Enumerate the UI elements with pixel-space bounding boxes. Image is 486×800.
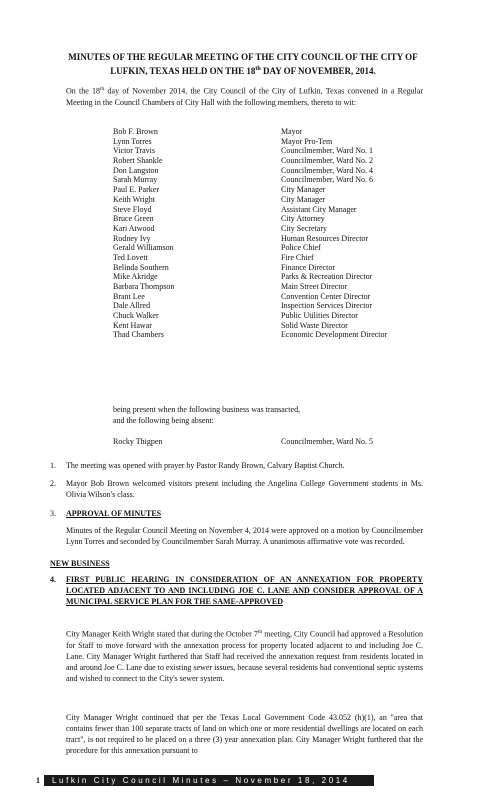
roster-row bbox=[113, 253, 413, 263]
page-number: 1 bbox=[36, 776, 40, 785]
roster-row bbox=[113, 292, 413, 302]
item-4-heading: FIRST PUBLIC HEARING IN CONSIDERATION OF AN ANNEXATION FOR PROPERTY LOCATED ADJACENT TO AND INCLUDING JOE C. LANE AND CONSIDER APPROVAL OF A MUNICIPAL SERVICE PLAN FOR THE SAME-APPROVED bbox=[66, 575, 423, 606]
document-title bbox=[40, 51, 446, 77]
absent-name: Rocky Thigpen bbox=[113, 437, 163, 446]
roster-name: Gerald Williamson bbox=[113, 243, 174, 253]
roster-name: Chuck Walker bbox=[113, 311, 159, 321]
roster-title: Councilmember, Ward No. 1 bbox=[281, 146, 373, 156]
item-3-heading: APPROVAL OF MINUTES bbox=[66, 509, 162, 518]
roster-row bbox=[113, 224, 413, 234]
item-2-number: 2. bbox=[50, 479, 56, 488]
roster-name: Sarah Murray bbox=[113, 175, 158, 185]
roster-row bbox=[113, 234, 413, 244]
roster-row bbox=[113, 166, 413, 176]
roster-title: City Attorney bbox=[281, 214, 325, 224]
roster-name: Bruce Green bbox=[113, 214, 154, 224]
item-3-number: 3. bbox=[50, 509, 56, 518]
roster-row bbox=[113, 127, 413, 137]
roster-row bbox=[113, 175, 413, 185]
item-1-text: The meeting was opened with prayer by Pastor Randy Brown, Calvary Baptist Church. bbox=[66, 461, 345, 470]
item-4-number: 4. bbox=[50, 575, 56, 584]
title-line-2-text: LUFKIN, TEXAS HELD ON THE 18 bbox=[110, 66, 256, 76]
roster-title: Public Utilities Director bbox=[281, 311, 358, 321]
title-line-2 bbox=[40, 63, 446, 77]
roster-title: City Manager bbox=[281, 185, 326, 195]
roster-row bbox=[113, 321, 413, 331]
roster-title: Councilmember, Ward No. 4 bbox=[281, 165, 373, 175]
roster-name: Keith Wright bbox=[113, 194, 155, 204]
title-line-2-tail: DAY OF NOVEMBER, 2014. bbox=[260, 66, 376, 76]
roster-row bbox=[113, 330, 413, 340]
absent-member bbox=[113, 437, 413, 446]
intro-tail: day of November 2014, the City Council of the City of Lufkin, Texas convened in a Regular Meeting in the Council Chambers of City Hall with the following members, thereto to wit: bbox=[66, 86, 423, 107]
roster-name: Kent Hawar bbox=[113, 320, 152, 330]
item-2 bbox=[50, 478, 423, 500]
roster-title: Parks & Recreation Director bbox=[281, 272, 373, 282]
roster-title: Councilmember, Ward No. 2 bbox=[281, 156, 373, 166]
roster-row bbox=[113, 185, 413, 195]
roster-row bbox=[113, 272, 413, 282]
roster-name: Belinda Southern bbox=[113, 262, 169, 272]
item-4-superscript: th bbox=[257, 629, 263, 635]
present-line-2: and the following being absent: bbox=[113, 416, 214, 425]
item-1 bbox=[50, 460, 423, 471]
present-line-1: being present when the following business was transacted, bbox=[113, 405, 301, 414]
roster-row bbox=[113, 282, 413, 292]
roster-row bbox=[113, 195, 413, 205]
roster-title: Police Chief bbox=[281, 243, 321, 253]
roster-name: Mike Akridge bbox=[113, 272, 158, 282]
item-3-text: Minutes of the Regular Council Meeting on November 4, 2014 were approved on a motion by Councilmember Lynn Torres and seconded by Councilmember Sarah Murray. A unanimous affirmative vote was recorded. bbox=[66, 526, 423, 546]
roster-row bbox=[113, 205, 413, 215]
roster-name: Steve Floyd bbox=[113, 204, 152, 214]
roster-row bbox=[113, 156, 413, 166]
roster-name: Dale Allred bbox=[113, 301, 151, 311]
absent-title: Councilmember, Ward No. 5 bbox=[281, 437, 373, 446]
item-4-paragraph-1 bbox=[66, 627, 423, 684]
roster-title: Main Street Director bbox=[281, 282, 348, 291]
roster-title: Human Resources Director bbox=[281, 233, 369, 243]
roster-title: Mayor Pro-Tem bbox=[281, 136, 333, 146]
roster-title: Solid Waste Director bbox=[281, 320, 348, 330]
roster-name: Lynn Torres bbox=[113, 136, 152, 146]
roster-name: Barbara Thompson bbox=[113, 282, 175, 291]
roster-row bbox=[113, 243, 413, 253]
item-4 bbox=[50, 574, 423, 607]
roster-row bbox=[113, 137, 413, 147]
intro-text: On the 18 bbox=[66, 86, 101, 96]
roster-name: Brant Lee bbox=[113, 291, 145, 301]
roster-title: Convention Center Director bbox=[281, 291, 371, 301]
intro-paragraph bbox=[66, 84, 423, 108]
roster-row bbox=[113, 301, 413, 311]
roster-title: Fire Chief bbox=[281, 252, 314, 262]
roster-name: Don Langston bbox=[113, 165, 159, 175]
item-4-paragraph-2: City Manager Wright continued that per the Texas Local Government Code 43.052 (h)(1), an "area that contains fewer than 100 separate tracts of land on which one or more residential dwellings are located on each tract", is not required to be placed on a three (3) year annexation plan. City Manager Wright furthered that the procedure for this annexation pursuant to bbox=[66, 713, 423, 755]
intro-superscript: th bbox=[100, 86, 105, 92]
title-line-1: MINUTES OF THE REGULAR MEETING OF THE CITY COUNCIL OF THE CITY OF bbox=[68, 52, 418, 62]
roster-name: Victor Travis bbox=[113, 146, 155, 156]
roster-name: Paul E. Parker bbox=[113, 185, 159, 195]
roster-name: Robert Shankle bbox=[113, 156, 163, 166]
item-1-number: 1. bbox=[50, 461, 56, 470]
roster-row bbox=[113, 146, 413, 156]
title-superscript: th bbox=[255, 66, 261, 72]
roster-name: Bob F. Brown bbox=[113, 127, 158, 136]
item-4-paragraph-1-text: City Manager Keith Wright stated that during the October 7 bbox=[66, 629, 258, 639]
new-business-heading: NEW BUSINESS bbox=[50, 559, 110, 568]
roster-title: Mayor bbox=[281, 127, 303, 136]
roster-name: Thad Chambers bbox=[113, 330, 164, 340]
roster-row bbox=[113, 311, 413, 321]
item-2-text: Mayor Bob Brown welcomed visitors present including the Angelina College Government students in Ms. Olivia Wilson's class. bbox=[66, 479, 423, 499]
attendance-roster bbox=[113, 127, 413, 340]
roster-title: Councilmember, Ward No. 6 bbox=[281, 175, 373, 185]
roster-title: Economic Development Director bbox=[281, 330, 388, 340]
roster-title: Assistant City Manager bbox=[281, 204, 357, 214]
item-4-paragraph-1-tail: meeting, City Council had approved a Resolution for Staff to move forward with the annexation process for property located adjacent to and including Joe C. Lane. City Manager Wright furthered that Staff had received the annexation request from residents located in and around Joe C. Lane due to existing sewer issues, because several residents had conventional septic systems and wished to connect to the City's sewer system. bbox=[66, 629, 423, 683]
item-3 bbox=[50, 508, 423, 519]
roster-name: Rodney Ivy bbox=[113, 233, 151, 243]
roster-title: Inspection Services Director bbox=[281, 301, 373, 311]
roster-title: City Secretary bbox=[281, 223, 327, 233]
roster-name: Ted Lovett bbox=[113, 252, 148, 262]
roster-title: City Manager bbox=[281, 194, 326, 204]
roster-title: Finance Director bbox=[281, 262, 335, 272]
present-statement bbox=[113, 404, 433, 426]
roster-row bbox=[113, 214, 413, 224]
roster-row bbox=[113, 263, 413, 273]
footer-banner: Lufkin City Council Minutes – November 18, 2014 bbox=[44, 775, 374, 786]
roster-name: Kari Atwood bbox=[113, 223, 155, 233]
